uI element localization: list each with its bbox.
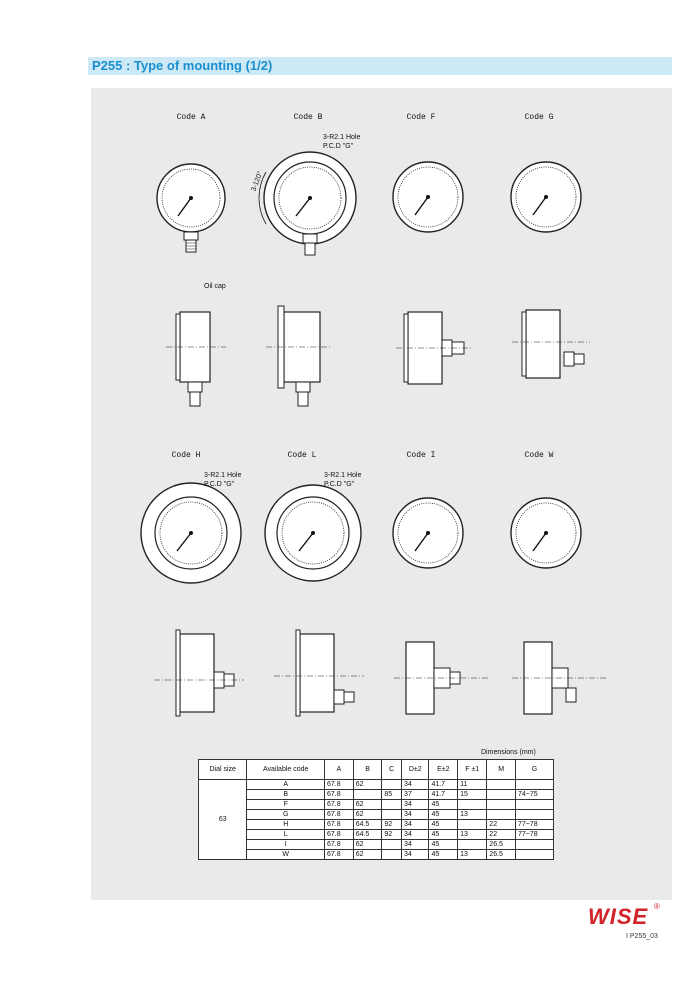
table-cell: 74~75 xyxy=(515,790,553,800)
dimensions-caption: Dimensions (mm) xyxy=(481,749,536,756)
table-cell xyxy=(515,850,553,860)
table-cell: 11 xyxy=(458,780,487,790)
header-e: E±2 xyxy=(429,760,458,780)
registered-mark: ® xyxy=(654,902,660,911)
table-row xyxy=(199,820,554,830)
table-cell: 45 xyxy=(429,810,458,820)
gauge-side-w xyxy=(506,612,616,732)
table-cell xyxy=(382,850,402,860)
table-cell xyxy=(515,780,553,790)
angle-note-b: 3-120° xyxy=(250,170,265,193)
header-b: B xyxy=(353,760,382,780)
table-cell: 37 xyxy=(402,790,429,800)
gauge-front-i xyxy=(388,493,468,573)
hole-note-h: 3-R2.1 Hole xyxy=(204,472,242,479)
table-cell xyxy=(487,780,516,790)
table-cell: B xyxy=(247,790,325,800)
table-cell xyxy=(458,800,487,810)
table-cell: 67.8 xyxy=(325,820,354,830)
table-cell: 26.5 xyxy=(487,850,516,860)
dimensions-table xyxy=(198,759,554,860)
header-code: Available code xyxy=(247,760,325,780)
gauge-front-a xyxy=(150,160,230,260)
header-c: C xyxy=(382,760,402,780)
table-cell xyxy=(458,840,487,850)
table-cell: F xyxy=(247,800,325,810)
gauge-side-a xyxy=(156,292,236,422)
gauge-front-w xyxy=(506,493,586,573)
table-cell xyxy=(382,800,402,810)
table-row xyxy=(199,810,554,820)
title-bar xyxy=(88,57,672,75)
table-row xyxy=(199,790,554,800)
table-cell: 45 xyxy=(429,850,458,860)
gauge-side-h xyxy=(140,612,250,732)
oil-cap-note: Oil cap xyxy=(204,283,226,290)
table-cell: 26.5 xyxy=(487,840,516,850)
table-cell: 34 xyxy=(402,820,429,830)
table-row xyxy=(199,850,554,860)
table-cell: I xyxy=(247,840,325,850)
table-cell: H xyxy=(247,820,325,830)
page-title: P255 : Type of mounting (1/2) xyxy=(92,58,273,73)
table-row xyxy=(199,840,554,850)
table-cell xyxy=(382,780,402,790)
hole-note-l: 3-R2.1 Hole xyxy=(324,472,362,479)
table-header-row xyxy=(199,760,554,780)
table-cell: A xyxy=(247,780,325,790)
gauge-side-i xyxy=(388,612,498,732)
gauge-side-f xyxy=(390,300,480,400)
gauge-side-g xyxy=(506,298,596,398)
table-cell: 77~78 xyxy=(515,820,553,830)
table-cell xyxy=(353,790,382,800)
table-cell: 45 xyxy=(429,820,458,830)
table-cell: 41.7 xyxy=(429,790,458,800)
table-cell: 34 xyxy=(402,800,429,810)
table-row xyxy=(199,830,554,840)
page-reference: I P255_03 xyxy=(626,933,658,940)
code-label-h: Code H xyxy=(171,451,201,460)
pcd-note-l: P.C.D "G" xyxy=(324,481,355,488)
table-cell: 62 xyxy=(353,810,382,820)
table-cell: 67.8 xyxy=(325,830,354,840)
table-cell xyxy=(487,800,516,810)
table-cell xyxy=(458,820,487,830)
table-cell xyxy=(515,840,553,850)
table-body xyxy=(199,780,554,860)
table-cell xyxy=(487,790,516,800)
table-cell: 62 xyxy=(353,780,382,790)
table-cell: 34 xyxy=(402,850,429,860)
table-cell xyxy=(515,810,553,820)
table-cell: 67.8 xyxy=(325,800,354,810)
table-cell: 13 xyxy=(458,810,487,820)
table-cell: 13 xyxy=(458,850,487,860)
table-cell: 34 xyxy=(402,840,429,850)
gauge-side-b xyxy=(258,292,338,422)
code-label-g: Code G xyxy=(524,113,554,122)
gauge-side-l xyxy=(262,612,372,732)
wise-logo: WISE xyxy=(588,904,649,929)
code-label-a: Code A xyxy=(176,113,206,122)
table-cell xyxy=(382,810,402,820)
code-label-i: Code I xyxy=(406,451,436,460)
header-dial-size: Dial size xyxy=(199,760,247,780)
header-g: G xyxy=(515,760,553,780)
table-cell: 92 xyxy=(382,830,402,840)
table-cell: 67.8 xyxy=(325,840,354,850)
table-cell: L xyxy=(247,830,325,840)
table-cell: 67.8 xyxy=(325,780,354,790)
gauge-front-l xyxy=(258,478,368,588)
gauge-front-h xyxy=(136,478,246,588)
table-cell: 34 xyxy=(402,780,429,790)
table-cell: G xyxy=(247,810,325,820)
table-cell: 22 xyxy=(487,820,516,830)
table-cell: 15 xyxy=(458,790,487,800)
header-m: M xyxy=(487,760,516,780)
table-cell: 85 xyxy=(382,790,402,800)
table-cell: 34 xyxy=(402,810,429,820)
table-cell xyxy=(515,800,553,810)
pcd-note-b: P.C.D "G" xyxy=(323,143,354,150)
table-cell: 62 xyxy=(353,800,382,810)
code-label-w: Code W xyxy=(524,451,554,460)
table-cell: 67.8 xyxy=(325,790,354,800)
gauge-front-g xyxy=(506,157,586,237)
table-cell: 41.7 xyxy=(429,780,458,790)
table-cell: W xyxy=(247,850,325,860)
gauge-front-f xyxy=(388,157,468,237)
header-d: D±2 xyxy=(402,760,429,780)
table-cell: 22 xyxy=(487,830,516,840)
code-label-b: Code B xyxy=(293,113,323,122)
dial-size-cell: 63 xyxy=(199,780,247,860)
code-label-l: Code L xyxy=(287,451,317,460)
table-cell: 92 xyxy=(382,820,402,830)
header-a: A xyxy=(325,760,354,780)
table-cell: 45 xyxy=(429,840,458,850)
table-cell: 62 xyxy=(353,850,382,860)
code-label-f: Code F xyxy=(406,113,436,122)
table-cell: 62 xyxy=(353,840,382,850)
table-cell: 67.8 xyxy=(325,850,354,860)
gauge-front-b xyxy=(246,132,376,262)
table-row xyxy=(199,780,554,790)
table-cell: 67.8 xyxy=(325,810,354,820)
table-row xyxy=(199,800,554,810)
table-cell: 34 xyxy=(402,830,429,840)
table-cell: 45 xyxy=(429,830,458,840)
header-f: F ±1 xyxy=(458,760,487,780)
table-cell xyxy=(487,810,516,820)
hole-note-b: 3-R2.1 Hole xyxy=(323,134,361,141)
table-cell: 77~78 xyxy=(515,830,553,840)
table-cell: 13 xyxy=(458,830,487,840)
table-cell: 45 xyxy=(429,800,458,810)
pcd-note-h: P.C.D "G" xyxy=(204,481,235,488)
table-cell xyxy=(382,840,402,850)
table-cell: 64.5 xyxy=(353,830,382,840)
table-cell: 64.5 xyxy=(353,820,382,830)
